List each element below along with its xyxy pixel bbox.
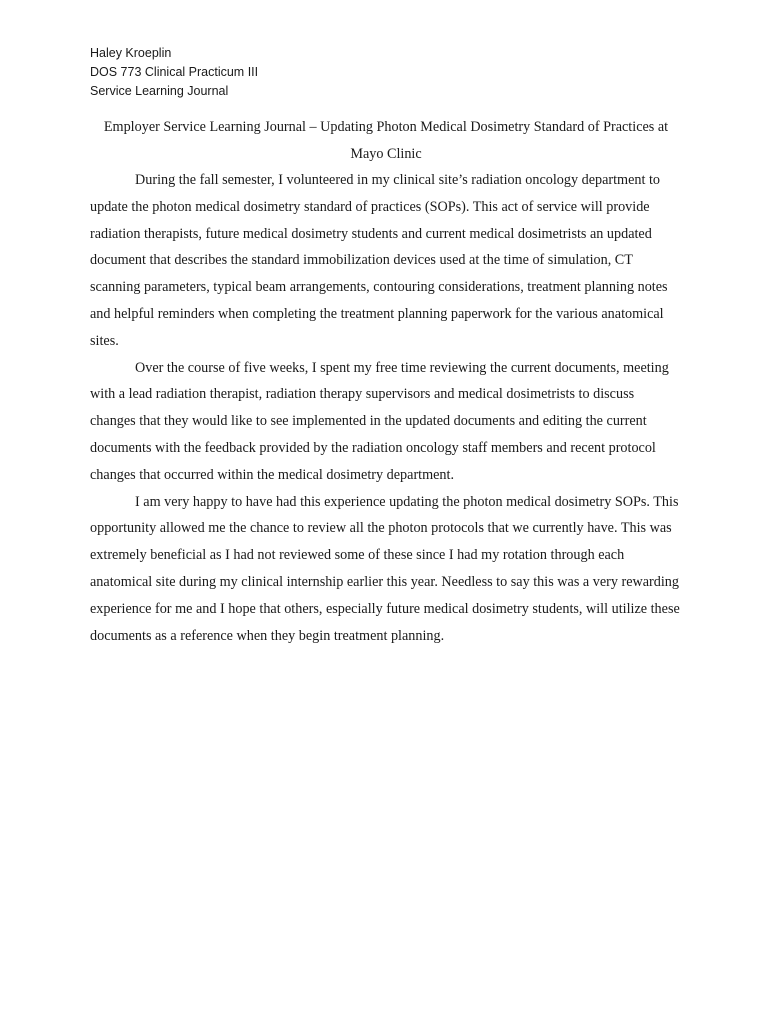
document-header (90, 44, 258, 101)
document-title: Employer Service Learning Journal – Updating Photon Medical Dosimetry Standard of Practices at Mayo Clinic (103, 119, 669, 162)
course-name: DOS 773 Clinical Practicum III (90, 65, 259, 79)
author-name: Haley Kroeplin (90, 46, 172, 60)
paragraph: I am very happy to have had this experience updating the photon medical dosimetry SOPs. This opportunity allowed me the chance to review all the photon protocols that we currently have. This was extremely beneficial as I had not reviewed some of these since I had my rotation through each anatomical site during my clinical internship earlier this year. Needless to say this was a very rewarding experience for me and I hope that others, especially future medical dosimetry students, will utilize these documents as a reference when they begin treatment planning. (90, 493, 680, 644)
paragraph: Over the course of five weeks, I spent my free time reviewing the current documents, meeting with a lead radiation therapist, radiation therapy supervisors and medical dosimetrists to discuss changes that they would like to see implemented in the updated documents and editing the current documents with the feedback provided by the radiation oncology staff members and recent protocol changes that occurred within the medical dosimetry department. (90, 359, 669, 483)
document-body (90, 167, 682, 649)
document-type: Service Learning Journal (90, 84, 229, 98)
paragraph: During the fall semester, I volunteered in my clinical site’s radiation oncology department to update the photon medical dosimetry standard of practices (SOPs). This act of service will provide radiation therapists, future medical dosimetry students and current medical dosimetrists an updated document that describes the standard immobilization devices used at the time of simulation, CT scanning parameters, typical beam arrangements, contouring considerations, treatment planning notes and helpful reminders when completing the treatment planning paperwork for the various anatomical sites. (90, 172, 668, 349)
